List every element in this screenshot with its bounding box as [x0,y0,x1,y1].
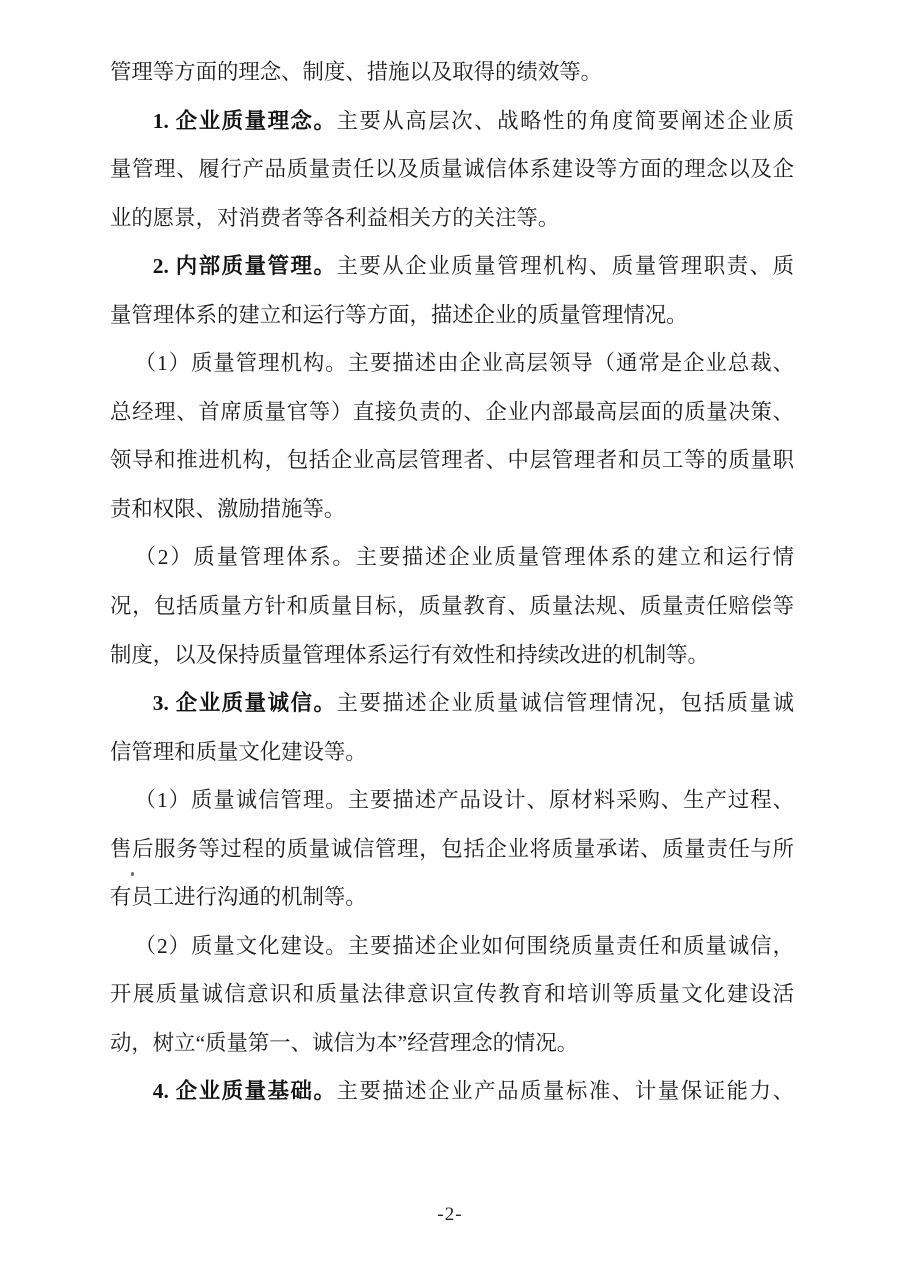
text-line [110,533,794,582]
body-text-run: （2）质量管理体系。主要描述企业质量管理体系的建立和运行情 [134,545,794,570]
body-text-run: 动，树立“质量第一、诚信为本”经营理念的情况。 [110,1030,579,1055]
document-body [110,48,794,1116]
text-line [110,1067,794,1116]
section-heading-run: 1. 企业质量理念。 [152,108,337,133]
body-text-run: 制度，以及保持质量管理体系运行有效性和持续改进的机制等。 [110,642,709,667]
body-text-run: 业的愿景，对消费者等各利益相关方的关注等。 [110,205,560,230]
page-number: -2- [437,1204,463,1225]
text-line [110,1019,794,1068]
text-line [110,242,794,291]
text-line [110,485,794,534]
text-line [110,388,794,437]
body-text-run: 开展质量诚信意识和质量法律意识宣传教育和培训等质量文化建设活 [110,982,794,1007]
text-line [110,825,794,874]
body-text-run: （1）质量管理机构。主要描述由企业高层领导（通常是企业总裁、 [134,351,794,376]
section-heading-run: 2. 内部质量管理。 [152,254,337,279]
text-line [110,291,794,340]
text-line [110,97,794,146]
text-line [110,922,794,971]
body-text-run: 量管理、履行产品质量责任以及质量诚信体系建设等方面的理念以及企 [110,157,794,182]
section-heading-run: 3. 企业质量诚信。 [152,691,337,716]
body-text-run: 主要从企业质量管理机构、质量管理职责、质 [336,254,794,279]
section-heading-run: 4. 企业质量基础。 [152,1079,337,1104]
body-text-run: 有员工进行沟通的机制等。 [110,885,367,910]
body-text-run: （1）质量诚信管理。主要描述产品设计、原材料采购、生产过程、 [134,788,794,813]
text-line [110,145,794,194]
text-line [110,728,794,777]
body-text-run: 主要从高层次、战略性的角度简要阐述企业质 [336,108,794,133]
body-text-run: 主要描述企业质量诚信管理情况，包括质量诚 [336,691,794,716]
scan-artifact-dot [131,872,134,876]
body-text-run: 量管理体系的建立和运行等方面，描述企业的质量管理情况。 [110,302,688,327]
text-line [110,679,794,728]
text-line [110,582,794,631]
text-line [110,339,794,388]
text-line [110,970,794,1019]
body-text-run: 责和权限、激励措施等。 [110,496,346,521]
body-text-run: 信管理和质量文化建设等。 [110,739,367,764]
body-text-run: 管理等方面的理念、制度、措施以及取得的绩效等。 [110,60,602,84]
body-text-run: 主要描述企业产品质量标准、计量保证能力、 [336,1079,794,1104]
text-line [110,48,794,97]
text-line [110,873,794,922]
body-text-run: 况，包括质量方针和质量目标，质量教育、质量法规、质量责任赔偿等 [110,594,794,619]
text-line [110,194,794,243]
text-line [110,631,794,680]
text-line [110,776,794,825]
body-text-run: 总经理、首席质量官等）直接负责的、企业内部最高层面的质量决策、 [110,399,794,424]
body-text-run: （2）质量文化建设。主要描述企业如何围绕质量责任和质量诚信， [134,933,794,958]
text-line [110,436,794,485]
body-text-run: 售后服务等过程的质量诚信管理，包括企业将质量承诺、质量责任与所 [110,836,794,861]
body-text-run: 领导和推进机构，包括企业高层管理者、中层管理者和员工等的质量职 [110,448,794,473]
